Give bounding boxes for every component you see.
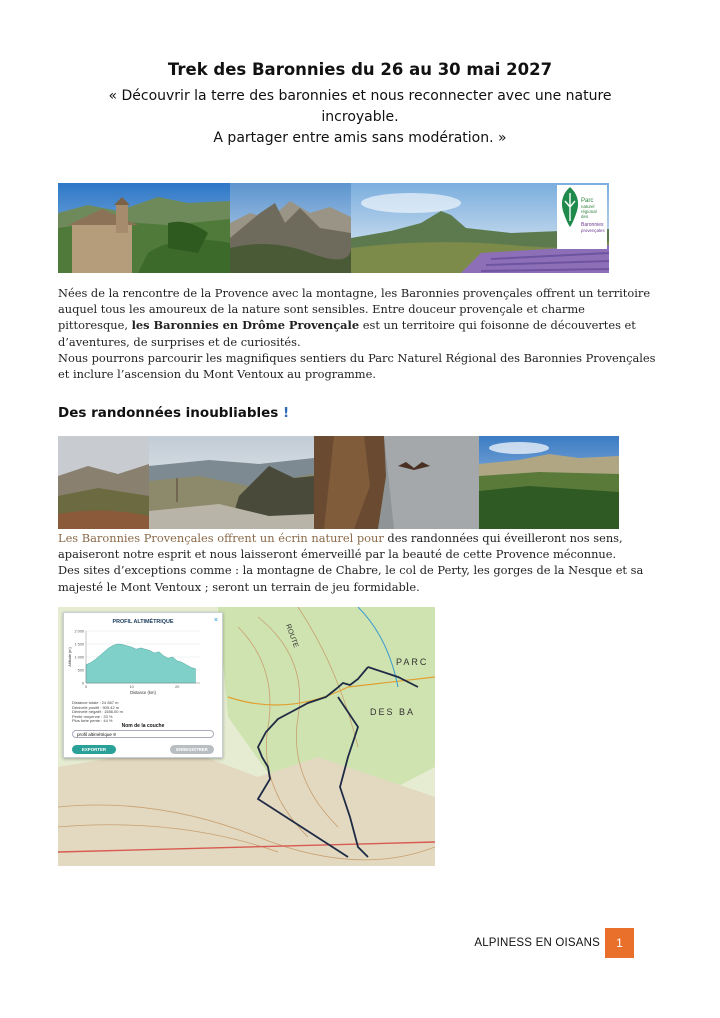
logo-des: des bbox=[581, 214, 589, 219]
x-tick-label: 0 bbox=[84, 685, 88, 689]
hikes-paragraph-1-start: Les Baronnies Provençales offrent un écrin naturel pour bbox=[58, 531, 384, 545]
photo-gorge-eagle bbox=[314, 436, 479, 529]
logo-parc: Parc bbox=[581, 198, 594, 204]
elevation-profile-panel bbox=[63, 612, 223, 758]
y-axis-label: Altitude (m) bbox=[68, 647, 72, 667]
elevation-chart bbox=[64, 625, 222, 711]
elevation-area bbox=[86, 644, 195, 683]
photo-chapel bbox=[58, 183, 230, 273]
subtitle-line-3: A partager entre amis sans modération. » bbox=[213, 130, 507, 146]
park-logo bbox=[557, 185, 607, 249]
intro-paragraph-1a: Nées de la rencontre de la Provence avec la montagne, les Baronnies provençales offrent un territoire auquel tous les amoureux de la nature sont sensibles. Entre douceur provençale et charme pittoresque, bbox=[58, 286, 651, 333]
layer-name-label: Nom de la couche bbox=[121, 723, 165, 729]
stat-line: Dénivelé négatif : 1586.00 m bbox=[72, 709, 123, 715]
logo-regional: régional bbox=[581, 209, 597, 214]
hikes-paragraph-2: Des sites d’exceptions comme : la montagne de Chabre, le col de Perty, les gorges de la Nesque et sa majesté le Mont Ventoux ; seront un terrain de jeu formidable. bbox=[58, 563, 644, 594]
export-button[interactable] bbox=[72, 745, 116, 754]
layer-name-input[interactable]: profil altimétrique 9 bbox=[72, 730, 214, 738]
page-number-badge bbox=[605, 928, 634, 958]
logo-provencales: provençales bbox=[581, 228, 605, 233]
page-title: Trek des Baronnies du 26 au 30 mai 2027 bbox=[167, 60, 553, 79]
stat-line: Distance totale : 24 867 m bbox=[72, 700, 119, 705]
y-tick-label: 0 bbox=[81, 681, 84, 686]
stat-line: Plus forte pente : 44 % bbox=[72, 718, 113, 724]
map-label-parc: PARC bbox=[396, 657, 429, 667]
map-label-route: ROUTE bbox=[284, 623, 300, 649]
page-subtitle bbox=[80, 86, 640, 149]
y-tick-label: 2 000 bbox=[74, 629, 84, 634]
logo-naturel: naturel bbox=[581, 204, 595, 209]
intro-text bbox=[58, 285, 658, 382]
stat-line: Pente moyenne : 33 % bbox=[72, 713, 113, 719]
logo-baronnies: Baronnies bbox=[581, 222, 604, 228]
hikes-paragraph-1-rest: des randonnées qui éveilleront nos sens, apaiseront notre esprit et nous laisseront émerveillé par la beauté de cette Provence méconnue. bbox=[58, 531, 623, 562]
footer-brand: ALPINESS EN OISANS bbox=[474, 937, 600, 949]
section-heading bbox=[58, 405, 289, 421]
y-tick-label: 1 000 bbox=[74, 655, 84, 660]
x-tick-label: 20 bbox=[175, 685, 180, 689]
save-button[interactable] bbox=[170, 745, 214, 754]
photo-ridge bbox=[58, 436, 149, 529]
hikes-text bbox=[58, 530, 658, 595]
intro-paragraph-1-bold: les Baronnies en Drôme Provençale bbox=[131, 318, 360, 333]
y-tick-label: 1 500 bbox=[74, 642, 84, 647]
stat-line: Dénivelé positif : 905.42 m bbox=[72, 704, 120, 710]
x-axis-label: Distance (km) bbox=[130, 690, 156, 695]
page-number: 1 bbox=[616, 936, 623, 950]
subtitle-line-1: « Découvrir la terre des baronnies et nous reconnecter avec une nature bbox=[108, 88, 612, 104]
park-logo-emblem-icon bbox=[559, 187, 581, 227]
photo-summit-view bbox=[149, 436, 314, 529]
y-tick-label: 500 bbox=[77, 668, 84, 673]
profile-stats bbox=[72, 701, 123, 724]
profile-title: PROFIL ALTIMÉTRIQUE bbox=[112, 619, 174, 625]
save-label: ENREGISTRER bbox=[176, 747, 208, 752]
section-heading-text: Des randonnées inoubliables bbox=[58, 405, 279, 421]
section-heading-mark: ! bbox=[283, 405, 290, 421]
intro-paragraph-1b: est un territoire qui foisonne de découvertes et d’aventures, de surprises et de curiosités. bbox=[58, 318, 636, 349]
map-label-des-ba: DES BA bbox=[370, 707, 416, 717]
photo-lavender bbox=[351, 183, 609, 273]
photo-forest-plateau bbox=[479, 436, 619, 529]
route-map bbox=[58, 607, 435, 866]
export-label: EXPORTER bbox=[81, 747, 107, 752]
photo-cliffs bbox=[230, 183, 351, 273]
x-tick-label: 10 bbox=[129, 685, 134, 689]
intro-paragraph-2: Nous pourrons parcourir les magnifiques sentiers du Parc Naturel Régional des Baronnies Provençales et inclure l’ascension du Mont Ventoux au programme. bbox=[58, 350, 656, 382]
close-icon[interactable]: × bbox=[213, 617, 218, 624]
subtitle-line-2: incroyable. bbox=[321, 109, 399, 125]
